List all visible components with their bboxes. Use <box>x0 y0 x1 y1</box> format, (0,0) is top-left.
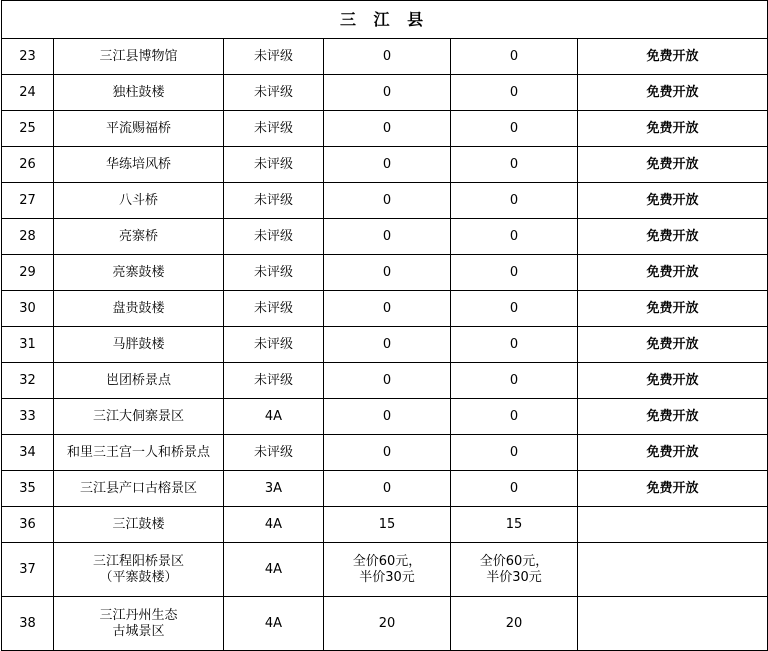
price-off-peak: 0 <box>451 471 578 507</box>
scenic-name: 八斗桥 <box>54 183 224 219</box>
price-off-peak-line1: 全价60元， <box>479 553 549 569</box>
table-row <box>2 75 768 111</box>
scenic-name-line2: 古城景区 <box>112 623 165 639</box>
price-peak: 0 <box>324 435 451 471</box>
price-peak: 0 <box>324 399 451 435</box>
table-row <box>2 327 768 363</box>
row-number: 24 <box>2 75 54 111</box>
scenic-name: 马胖鼓楼 <box>54 327 224 363</box>
row-number: 37 <box>2 543 54 597</box>
price-peak: 0 <box>324 183 451 219</box>
price-off-peak-line2: 半价30元 <box>486 569 542 585</box>
rating-level: 未评级 <box>224 39 324 75</box>
note <box>578 543 768 597</box>
scenic-name: 华练培风桥 <box>54 147 224 183</box>
price-peak: 0 <box>324 147 451 183</box>
rating-level: 未评级 <box>224 255 324 291</box>
scenic-name: 平流赐福桥 <box>54 111 224 147</box>
row-number: 33 <box>2 399 54 435</box>
scenic-name <box>54 597 224 651</box>
row-number: 31 <box>2 327 54 363</box>
row-number: 38 <box>2 597 54 651</box>
note: 免费开放 <box>578 255 768 291</box>
rating-level: 未评级 <box>224 219 324 255</box>
price-peak-line2: 半价30元 <box>359 569 415 585</box>
note: 免费开放 <box>578 363 768 399</box>
price-peak-line1: 20 <box>378 615 396 631</box>
note: 免费开放 <box>578 183 768 219</box>
table-title-row <box>2 1 768 39</box>
price-off-peak: 0 <box>451 183 578 219</box>
price-off-peak: 0 <box>451 399 578 435</box>
table-row <box>2 147 768 183</box>
scenic-name: 岜团桥景点 <box>54 363 224 399</box>
scenic-name: 和里三王宫一人和桥景点 <box>54 435 224 471</box>
scenic-price-table <box>1 0 768 651</box>
rating-level: 未评级 <box>224 327 324 363</box>
scenic-name: 亮寨鼓楼 <box>54 255 224 291</box>
row-number: 36 <box>2 507 54 543</box>
table-row <box>2 471 768 507</box>
table-row <box>2 39 768 75</box>
note <box>578 507 768 543</box>
row-number: 32 <box>2 363 54 399</box>
price-peak: 0 <box>324 219 451 255</box>
note: 免费开放 <box>578 471 768 507</box>
price-off-peak <box>451 543 578 597</box>
price-off-peak: 0 <box>451 255 578 291</box>
table-row <box>2 435 768 471</box>
scenic-name: 三江鼓楼 <box>54 507 224 543</box>
price-peak: 0 <box>324 39 451 75</box>
scenic-name: 三江大侗寨景区 <box>54 399 224 435</box>
price-peak: 15 <box>324 507 451 543</box>
rating-level: 未评级 <box>224 183 324 219</box>
scenic-name: 三江县产口古榕景区 <box>54 471 224 507</box>
row-number: 29 <box>2 255 54 291</box>
price-off-peak: 15 <box>451 507 578 543</box>
scenic-name: 亮寨桥 <box>54 219 224 255</box>
row-number: 34 <box>2 435 54 471</box>
scenic-name <box>54 543 224 597</box>
rating-level: 未评级 <box>224 435 324 471</box>
table-row <box>2 219 768 255</box>
note: 免费开放 <box>578 291 768 327</box>
table-row <box>2 255 768 291</box>
rating-level: 4A <box>224 507 324 543</box>
table-row <box>2 507 768 543</box>
price-peak-line1: 全价60元， <box>352 553 422 569</box>
row-number: 23 <box>2 39 54 75</box>
county-title: 三 江 县 <box>2 1 768 39</box>
row-number: 27 <box>2 183 54 219</box>
table-row <box>2 111 768 147</box>
row-number: 26 <box>2 147 54 183</box>
rating-level: 未评级 <box>224 291 324 327</box>
price-off-peak: 0 <box>451 327 578 363</box>
price-off-peak: 0 <box>451 363 578 399</box>
scenic-name: 三江县博物馆 <box>54 39 224 75</box>
rating-level: 未评级 <box>224 75 324 111</box>
row-number: 28 <box>2 219 54 255</box>
price-peak: 0 <box>324 471 451 507</box>
rating-level: 未评级 <box>224 363 324 399</box>
price-off-peak: 0 <box>451 39 578 75</box>
scenic-name-line1: 三江丹州生态 <box>99 607 178 623</box>
rating-level: 未评级 <box>224 111 324 147</box>
price-off-peak: 0 <box>451 75 578 111</box>
price-off-peak: 0 <box>451 219 578 255</box>
price-off-peak: 0 <box>451 291 578 327</box>
note: 免费开放 <box>578 111 768 147</box>
note: 免费开放 <box>578 147 768 183</box>
note: 免费开放 <box>578 327 768 363</box>
price-peak: 0 <box>324 363 451 399</box>
price-peak <box>324 543 451 597</box>
table-row <box>2 399 768 435</box>
note: 免费开放 <box>578 75 768 111</box>
row-number: 35 <box>2 471 54 507</box>
note: 免费开放 <box>578 399 768 435</box>
table-row <box>2 183 768 219</box>
price-peak: 0 <box>324 111 451 147</box>
scenic-name: 独柱鼓楼 <box>54 75 224 111</box>
note <box>578 597 768 651</box>
scenic-name-line2: （平寨鼓楼） <box>99 569 178 585</box>
table-row <box>2 597 768 651</box>
price-peak: 0 <box>324 255 451 291</box>
rating-level: 4A <box>224 399 324 435</box>
row-number: 30 <box>2 291 54 327</box>
price-peak: 0 <box>324 327 451 363</box>
note: 免费开放 <box>578 219 768 255</box>
table-row <box>2 543 768 597</box>
price-peak: 0 <box>324 75 451 111</box>
note: 免费开放 <box>578 435 768 471</box>
price-off-peak: 0 <box>451 147 578 183</box>
row-number: 25 <box>2 111 54 147</box>
note: 免费开放 <box>578 39 768 75</box>
price-off-peak: 0 <box>451 435 578 471</box>
price-peak <box>324 597 451 651</box>
price-off-peak-line1: 20 <box>505 615 523 631</box>
price-peak: 0 <box>324 291 451 327</box>
table-row <box>2 291 768 327</box>
table-row <box>2 363 768 399</box>
scenic-name: 盘贵鼓楼 <box>54 291 224 327</box>
price-off-peak <box>451 597 578 651</box>
rating-level: 4A <box>224 597 324 651</box>
rating-level: 4A <box>224 543 324 597</box>
price-off-peak: 0 <box>451 111 578 147</box>
rating-level: 未评级 <box>224 147 324 183</box>
rating-level: 3A <box>224 471 324 507</box>
scenic-name-line1: 三江程阳桥景区 <box>92 553 184 569</box>
